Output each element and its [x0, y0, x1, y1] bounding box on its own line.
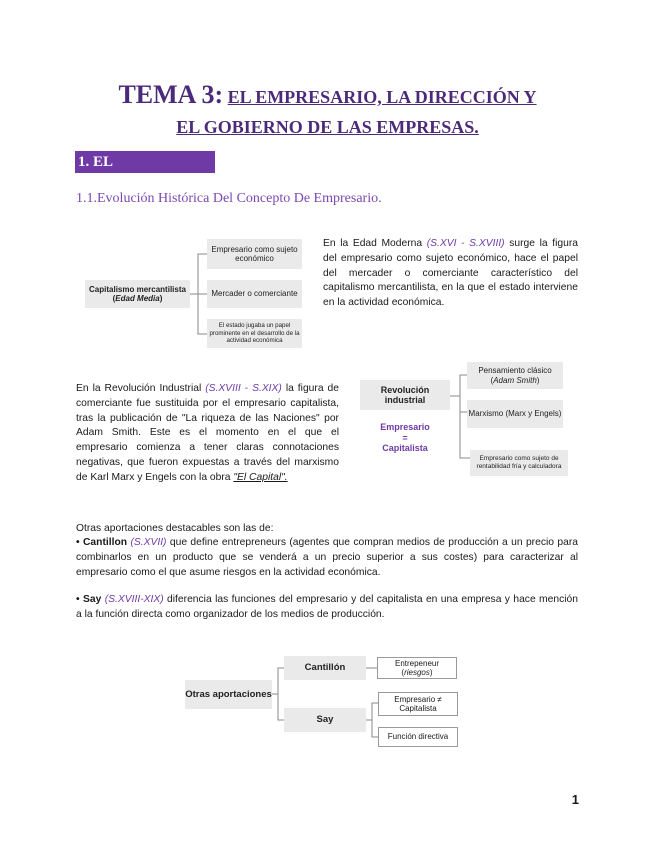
diagram3-leaf-funcion: Función directiva — [378, 727, 458, 747]
paragraph-edad-moderna: En la Edad Moderna (S.XVI - S.XVIII) surge la figura del empresario como sujeto económico, hace el papel del mercader o comerciante característico del capitalismo mercantilista, en la que el estado interviene en la actividad económica. — [323, 238, 578, 309]
diagram2-equation: Empresario = Capitalista — [380, 422, 430, 453]
others-intro: Otras aportaciones destacables son las de: — [76, 523, 274, 534]
cantillon-paragraph: • Cantillon (S.XVII) que define entrepreneurs (agentes que compran medios de producción a un precio para combinarlos en un producto que se venderá a un precio superior a sus costes) para caracterizar al empresario como el que asume riesgos en la actividad económica. — [76, 537, 578, 578]
diagram3-leaf-entrepeneur: Entrepeneur (riesgos) — [377, 657, 457, 679]
diagram1-child1: Empresario como sujeto económico — [207, 239, 302, 269]
diagram2-root: Revolución industrial — [360, 380, 450, 410]
section-heading: 1. EL EMPRESARIO. — [75, 151, 215, 173]
connector-2b — [460, 396, 467, 412]
title-line-1: EL EMPRESARIO, LA DIRECCIÓN Y — [227, 87, 537, 107]
diagram1-child2: Mercader o comerciante — [207, 280, 302, 308]
diagram3-cantillon: Cantillón — [284, 656, 366, 680]
tema-label: TEMA 3: — [118, 80, 224, 109]
connector-3d — [366, 703, 378, 720]
page-number: 1 — [571, 792, 579, 807]
connector-1c — [198, 294, 207, 334]
say-paragraph: • Say (S.XVIII-XIX) diferencia las funciones del empresario y del capitalista en una empresa y hace mención a la función directa como organizador de los medios de producción. — [76, 594, 578, 620]
diagram2-child1: Pensamiento clásico (Adam Smith) — [467, 362, 563, 389]
diagram3-leaf-empresario: Empresario ≠ Capitalista — [378, 692, 458, 716]
title-line-2: EL GOBIERNO DE LAS EMPRESAS. — [176, 117, 479, 137]
diagram3-say: Say — [284, 708, 366, 732]
paragraph-revolucion-industrial: En la Revolución Industrial (S.XVIII - S.XIX) la figura de comerciante fue sustituida por el empresario capitalista, tras la publicación de "La riqueza de las Naciones" por Adam Smith. Este es el momento en el que el empresario comienza a tener claras connotaciones negativas, que fueron expuestas a través del marxismo de Karl Marx y Engels con la obra "El Capital". — [76, 383, 339, 483]
document-title — [0, 80, 655, 110]
diagram2-child3: Empresario como sujeto de rentabilidad fría y calculadora — [470, 450, 568, 476]
connector-1a — [190, 254, 207, 294]
connector-2a — [450, 375, 467, 396]
diagram2-child2: Marxismo (Marx y Engels) — [467, 400, 563, 428]
diagram3-root: Otras aportaciones — [185, 680, 272, 709]
subsection-heading: 1.1.Evolución Histórica Del Concepto De Empresario. — [76, 191, 382, 206]
diagram1-root: Capitalismo mercantilista (Edad Media) — [85, 280, 190, 308]
diagram1-child3: El estado jugaba un papel prominente en el desarrollo de la actividad económica — [207, 319, 302, 348]
connector-3a — [272, 668, 284, 694]
